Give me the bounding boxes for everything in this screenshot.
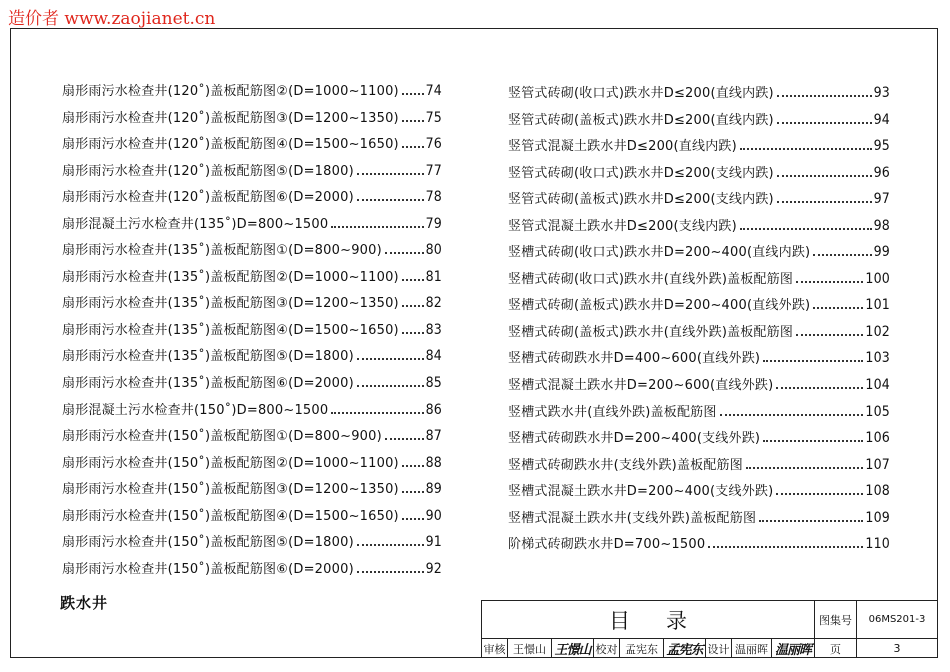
dot-leader <box>402 146 424 148</box>
dot-leader <box>763 440 863 442</box>
toc-entry <box>508 162 890 189</box>
toc-entry <box>508 454 890 481</box>
toc-entry <box>62 319 442 346</box>
toc-entry-page: 80 <box>425 242 442 259</box>
toc-entry-title: 竖管式砖砌(收口式)跌水井D≤200(直线内跌) <box>508 86 774 101</box>
dot-leader <box>813 307 863 309</box>
section-heading-drop-well: 跌水井 <box>60 594 109 612</box>
dot-leader <box>402 279 424 281</box>
toc-entry <box>508 347 890 374</box>
toc-entry-page: 83 <box>425 321 442 338</box>
toc-entry-page: 99 <box>873 244 890 261</box>
toc-entry-title: 扇形雨污水检查井(120˚)盖板配筋图⑤(D=1800) <box>62 163 354 179</box>
toc-entry <box>508 109 890 136</box>
dot-leader <box>357 385 424 387</box>
toc-entry-page: 97 <box>873 191 890 208</box>
toc-entry-title: 扇形雨污水检查井(150˚)盖板配筋图②(D=1000~1100) <box>62 455 399 471</box>
toc-entry-title: 扇形混凝土污水检查井(135˚)D=800~1500 <box>62 216 329 232</box>
dot-leader <box>357 544 424 546</box>
toc-entry-title: 扇形雨污水检查井(150˚)盖板配筋图⑥(D=2000) <box>62 561 354 577</box>
dot-leader <box>402 305 424 307</box>
review-label: 审核 <box>482 639 508 658</box>
title-block-title: 目录 <box>482 601 815 639</box>
toc-entry-page: 103 <box>865 350 890 367</box>
toc-entry <box>508 294 890 321</box>
dot-leader <box>708 546 863 548</box>
toc-entry-title: 扇形雨污水检查井(120˚)盖板配筋图⑥(D=2000) <box>62 190 354 206</box>
dot-leader <box>402 491 424 493</box>
toc-entry-page: 101 <box>865 297 890 314</box>
toc-entry-title: 扇形雨污水检查井(120˚)盖板配筋图③(D=1200~1350) <box>62 110 399 126</box>
toc-entry-page: 104 <box>865 377 890 394</box>
toc-entry-page: 110 <box>865 536 890 553</box>
check-label: 校对 <box>594 639 620 658</box>
toc-entry-page: 84 <box>425 348 442 365</box>
toc-entry <box>62 505 442 532</box>
toc-entry <box>508 480 890 507</box>
toc-entry-page: 93 <box>873 85 890 101</box>
dot-leader <box>402 332 424 334</box>
toc-entry <box>62 266 442 293</box>
toc-entry-page: 81 <box>425 268 442 285</box>
toc-entry <box>62 345 442 372</box>
toc-entry-page: 106 <box>865 430 890 447</box>
toc-entry <box>508 427 890 454</box>
toc-entry-title: 竖管式砖砌(盖板式)跌水井D≤200(直线内跌) <box>508 112 774 128</box>
toc-entry <box>508 135 890 162</box>
dot-leader <box>776 387 863 389</box>
toc-entry-page: 79 <box>425 215 442 232</box>
dot-leader <box>777 95 872 97</box>
toc-entry-page: 87 <box>425 428 442 445</box>
toc-entry-page: 74 <box>425 83 442 99</box>
toc-entry-title: 竖槽式砖砌跌水井(支线外跌)盖板配筋图 <box>508 457 743 473</box>
dot-leader <box>331 412 423 414</box>
dot-leader <box>763 360 863 362</box>
toc-entry-page: 102 <box>865 323 890 340</box>
toc-entry <box>62 160 442 187</box>
toc-entry-title: 竖槽式砖砌(收口式)跌水井(直线外跌)盖板配筋图 <box>508 271 794 287</box>
toc-entry-page: 100 <box>865 270 890 287</box>
toc-entry-title: 竖槽式混凝土跌水井D=200~400(支线外跌) <box>508 484 774 500</box>
toc-entry-title: 扇形雨污水检查井(150˚)盖板配筋图①(D=800~900) <box>62 429 382 445</box>
toc-entry <box>62 478 442 505</box>
dot-leader <box>796 334 863 336</box>
toc-entry-page: 82 <box>425 295 442 312</box>
toc-entry-page: 78 <box>425 189 442 206</box>
toc-entry-page: 85 <box>425 375 442 392</box>
toc-left-column <box>62 80 442 584</box>
dot-leader <box>740 228 872 230</box>
page-label: 页 <box>815 639 857 658</box>
dot-leader <box>740 148 872 150</box>
title-block <box>481 600 938 658</box>
toc-entry <box>62 186 442 213</box>
page-number-value: 3 <box>893 642 901 655</box>
designer-signature: 温丽晖 <box>772 639 815 658</box>
dot-leader <box>357 358 424 360</box>
toc-entry-page: 92 <box>425 560 442 577</box>
designer-name: 温丽晖 <box>732 639 772 658</box>
toc-entry-title: 竖管式混凝土跌水井D≤200(直线内跌) <box>508 139 737 155</box>
toc-entry-page: 98 <box>873 217 890 234</box>
checker-signature: 孟宪东 <box>664 639 706 658</box>
toc-entry-title: 扇形雨污水检查井(120˚)盖板配筋图②(D=1000~1100) <box>62 84 399 99</box>
toc-entry <box>62 292 442 319</box>
toc-entry <box>62 399 442 426</box>
reviewer-name: 王憬山 <box>508 639 552 658</box>
toc-entry <box>62 558 442 585</box>
watermark-text: 造价者 www.zaojianet.cn <box>8 9 216 29</box>
toc-entry-page: 91 <box>425 534 442 551</box>
design-label: 设计 <box>706 639 732 658</box>
toc-entry-page: 95 <box>873 138 890 155</box>
toc-entry-page: 109 <box>865 509 890 526</box>
toc-entry-title: 竖槽式砖砌跌水井D=200~400(支线外跌) <box>508 431 761 447</box>
toc-entry-title: 竖槽式砖砌(盖板式)跌水井(直线外跌)盖板配筋图 <box>508 324 794 340</box>
toc-entry <box>62 425 442 452</box>
atlas-number-label: 图集号 <box>815 601 857 639</box>
toc-entry-title: 扇形雨污水检查井(135˚)盖板配筋图⑥(D=2000) <box>62 376 354 392</box>
dot-leader <box>776 493 863 495</box>
toc-entry-title: 竖槽式混凝土跌水井D=200~600(直线外跌) <box>508 378 774 394</box>
dot-leader <box>357 199 424 201</box>
dot-leader <box>357 571 424 573</box>
dot-leader <box>746 467 863 469</box>
toc-entry <box>508 374 890 401</box>
toc-entry <box>62 531 442 558</box>
toc-entry-title: 阶梯式砖砌跌水井D=700~1500 <box>508 537 706 553</box>
dot-leader <box>759 520 863 522</box>
toc-entry <box>508 507 890 534</box>
dot-leader <box>402 465 424 467</box>
toc-entry <box>508 188 890 215</box>
toc-entry-page: 88 <box>425 454 442 471</box>
dot-leader <box>777 201 872 203</box>
dot-leader <box>777 175 872 177</box>
toc-entry-title: 扇形雨污水检查井(150˚)盖板配筋图④(D=1500~1650) <box>62 508 399 524</box>
toc-entry-title: 扇形雨污水检查井(135˚)盖板配筋图②(D=1000~1100) <box>62 269 399 285</box>
toc-entry-title: 扇形雨污水检查井(150˚)盖板配筋图③(D=1200~1350) <box>62 482 399 498</box>
toc-entry-title: 扇形雨污水检查井(135˚)盖板配筋图④(D=1500~1650) <box>62 322 399 338</box>
toc-entry-title: 扇形混凝土污水检查井(150˚)D=800~1500 <box>62 402 329 418</box>
toc-entry-title: 扇形雨污水检查井(135˚)盖板配筋图③(D=1200~1350) <box>62 296 399 312</box>
toc-entry-page: 96 <box>873 164 890 181</box>
toc-entry-title: 竖管式砖砌(盖板式)跌水井D≤200(支线内跌) <box>508 192 774 208</box>
toc-entry-page: 108 <box>865 483 890 500</box>
toc-entry-title: 扇形雨污水检查井(120˚)盖板配筋图④(D=1500~1650) <box>62 137 399 153</box>
toc-entry <box>62 80 442 107</box>
checker-name: 孟宪东 <box>620 639 664 658</box>
toc-entry-title: 竖槽式砖砌(盖板式)跌水井D=200~400(直线外跌) <box>508 298 811 314</box>
toc-entry-title: 扇形雨污水检查井(150˚)盖板配筋图⑤(D=1800) <box>62 535 354 551</box>
dot-leader <box>331 226 423 228</box>
toc-entry-title: 竖管式砖砌(收口式)跌水井D≤200(支线内跌) <box>508 165 774 181</box>
toc-entry-page: 89 <box>425 481 442 498</box>
toc-entry-title: 竖槽式砖砌跌水井D=400~600(直线外跌) <box>508 351 761 367</box>
toc-entry-title: 竖槽式跌水井(直线外跌)盖板配筋图 <box>508 404 717 420</box>
toc-entry <box>508 321 890 348</box>
toc-entry <box>62 107 442 134</box>
dot-leader <box>720 414 864 416</box>
toc-entry <box>62 452 442 479</box>
dot-leader <box>402 518 424 520</box>
toc-entry-page: 86 <box>425 401 442 418</box>
toc-entry-page: 75 <box>425 109 442 126</box>
dot-leader <box>777 122 872 124</box>
dot-leader <box>357 173 424 175</box>
toc-entry-page: 77 <box>425 162 442 179</box>
toc-entry-title: 竖管式混凝土跌水井D≤200(支线内跌) <box>508 218 737 234</box>
toc-entry <box>508 401 890 428</box>
toc-entry-page: 94 <box>873 111 890 128</box>
toc-entry-title: 竖槽式混凝土跌水井(支线外跌)盖板配筋图 <box>508 510 757 526</box>
toc-entry <box>62 239 442 266</box>
toc-entry <box>508 268 890 295</box>
toc-entry <box>62 213 442 240</box>
toc-entry <box>508 215 890 242</box>
dot-leader <box>385 438 424 440</box>
toc-entry <box>508 533 890 560</box>
dot-leader <box>385 252 424 254</box>
toc-entry-title: 扇形雨污水检查井(135˚)盖板配筋图①(D=800~900) <box>62 243 382 259</box>
dot-leader <box>402 93 424 95</box>
dot-leader <box>796 281 863 283</box>
toc-entry <box>62 372 442 399</box>
dot-leader <box>402 120 424 122</box>
toc-entry-page: 107 <box>865 456 890 473</box>
toc-entry-title: 扇形雨污水检查井(135˚)盖板配筋图⑤(D=1800) <box>62 349 354 365</box>
toc-right-column <box>508 82 890 560</box>
toc-entry <box>508 241 890 268</box>
dot-leader <box>813 254 871 256</box>
atlas-number-value: 06MS201-3 <box>857 601 937 639</box>
toc-entry-page: 90 <box>425 507 442 524</box>
toc-entry-page: 76 <box>425 136 442 153</box>
toc-entry <box>62 133 442 160</box>
toc-entry-title: 竖槽式砖砌(收口式)跌水井D=200~400(直线内跌) <box>508 245 811 261</box>
toc-entry-page: 105 <box>865 403 890 420</box>
reviewer-signature: 王憬山 <box>552 639 594 658</box>
toc-entry <box>508 82 890 109</box>
